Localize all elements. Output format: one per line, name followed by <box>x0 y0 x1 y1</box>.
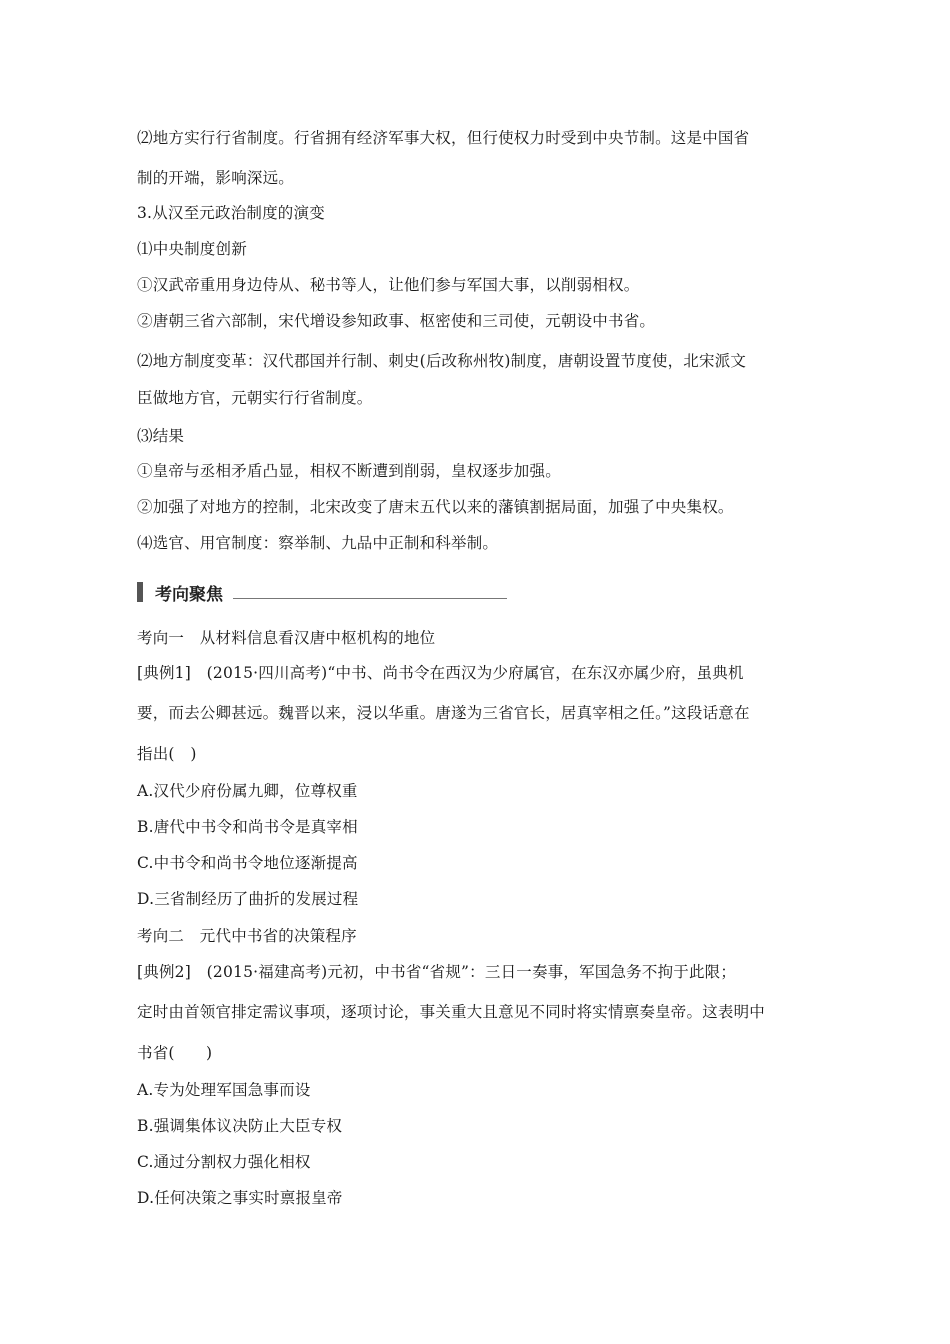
text-line: 制的开端，影响深远。 <box>137 169 295 187</box>
text-line: 考向二 元代中书省的决策程序 <box>137 927 357 945</box>
text-line: 3.从汉至元政治制度的演变 <box>137 204 325 222</box>
section-bar-icon <box>137 582 143 602</box>
text-line: ⑵地方实行行省制度。行省拥有经济军事大权，但行使权力时受到中央节制。这是中国省 <box>137 129 750 147</box>
text-line: 书省( ) <box>137 1044 213 1062</box>
option-line: D.任何决策之事实时禀报皇帝 <box>137 1189 343 1207</box>
text-line: ①汉武帝重用身边侍从、秘书等人，让他们参与军国大事，以削弱相权。 <box>137 276 640 294</box>
section-header <box>137 580 507 604</box>
text-line: 指出( ) <box>137 745 197 763</box>
section-rule <box>233 598 507 599</box>
option-line: C.中书令和尚书令地位逐渐提高 <box>137 854 358 872</box>
option-line: D.三省制经历了曲折的发展过程 <box>137 890 359 908</box>
text-line: ②唐朝三省六部制，宋代增设参知政事、枢密使和三司使，元朝设中书省。 <box>137 312 656 330</box>
option-line: C.通过分割权力强化相权 <box>137 1153 311 1171</box>
section-title: 考向聚焦 <box>155 584 223 605</box>
text-line: ⑴中央制度创新 <box>137 240 247 258</box>
text-line: ①皇帝与丞相矛盾凸显，相权不断遭到削弱，皇权逐步加强。 <box>137 462 561 480</box>
text-line: ⑵地方制度变革：汉代郡国并行制、刺史(后改称州牧)制度，唐朝设置节度使，北宋派文 <box>137 352 747 370</box>
option-line: B.强调集体议决防止大臣专权 <box>137 1117 343 1135</box>
text-line: 要，而去公卿甚远。魏晋以来，浸以华重。唐遂为三省官长，居真宰相之任。”这段话意在 <box>137 704 750 722</box>
option-line: A.汉代少府份属九卿，位尊权重 <box>137 782 358 800</box>
option-line: B.唐代中书令和尚书令是真宰相 <box>137 818 358 836</box>
text-line: [典例2] (2015·福建高考)元初，中书省“省规”：三日一奏事，军国急务不拘于此限； <box>137 963 737 981</box>
text-line: 考向一 从材料信息看汉唐中枢机构的地位 <box>137 629 436 647</box>
text-line: ⑷选官、用官制度：察举制、九品中正制和科举制。 <box>137 534 499 552</box>
text-line: ⑶结果 <box>137 427 185 445</box>
option-line: A.专为处理军国急事而设 <box>137 1081 311 1099</box>
text-line: 臣做地方官，元朝实行行省制度。 <box>137 389 373 407</box>
text-line: 定时由首领官排定需议事项，逐项讨论，事关重大且意见不同时将实情禀奏皇帝。这表明中 <box>137 1003 766 1021</box>
text-line: [典例1] (2015·四川高考)“中书、尚书令在西汉为少府属官，在东汉亦属少府，虽典机 <box>137 664 744 682</box>
text-line: ②加强了对地方的控制，北宋改变了唐末五代以来的藩镇割据局面，加强了中央集权。 <box>137 498 734 516</box>
